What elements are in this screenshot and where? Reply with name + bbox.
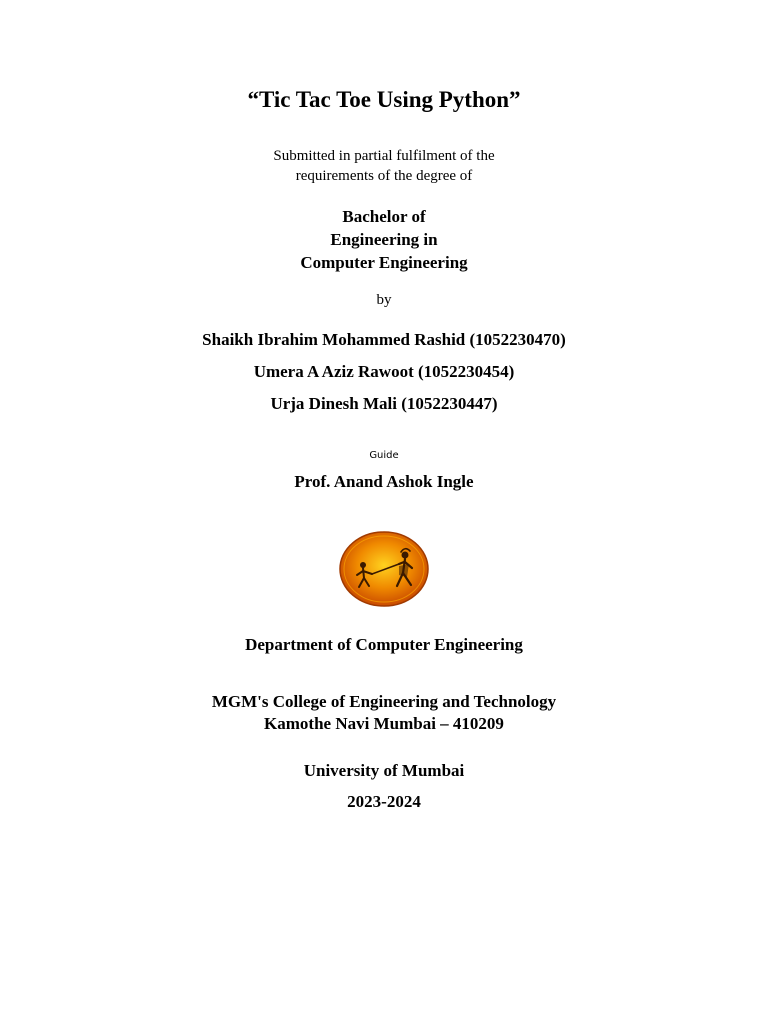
submission-line-2: requirements of the degree of: [295, 168, 473, 184]
degree-line-2: Engineering in: [330, 230, 438, 249]
degree-line-1: Bachelor of: [342, 207, 426, 226]
submission-line-1: Submitted in partial fulfilment of the: [273, 148, 495, 164]
author-1: Shaikh Ibrahim Mohammed Rashid (1052230470): [202, 330, 566, 349]
college-name: MGM's College of Engineering and Technology: [211, 692, 557, 711]
author-2: Umera A Aziz Rawoot (1052230454): [253, 362, 515, 381]
project-title: “Tic Tac Toe Using Python”: [247, 87, 521, 112]
guide-name: Prof. Anand Ashok Ingle: [294, 472, 474, 491]
by-label: by: [376, 292, 392, 308]
guide-label: Guide: [369, 450, 399, 461]
academic-year: 2023-2024: [347, 792, 421, 811]
university-name: University of Mumbai: [303, 761, 465, 780]
department-name: Department of Computer Engineering: [245, 635, 523, 654]
college-emblem-icon: [339, 531, 429, 607]
degree-line-3: Computer Engineering: [300, 253, 468, 272]
author-3: Urja Dinesh Mali (1052230447): [270, 394, 498, 413]
college-address: Kamothe Navi Mumbai – 410209: [264, 714, 504, 733]
